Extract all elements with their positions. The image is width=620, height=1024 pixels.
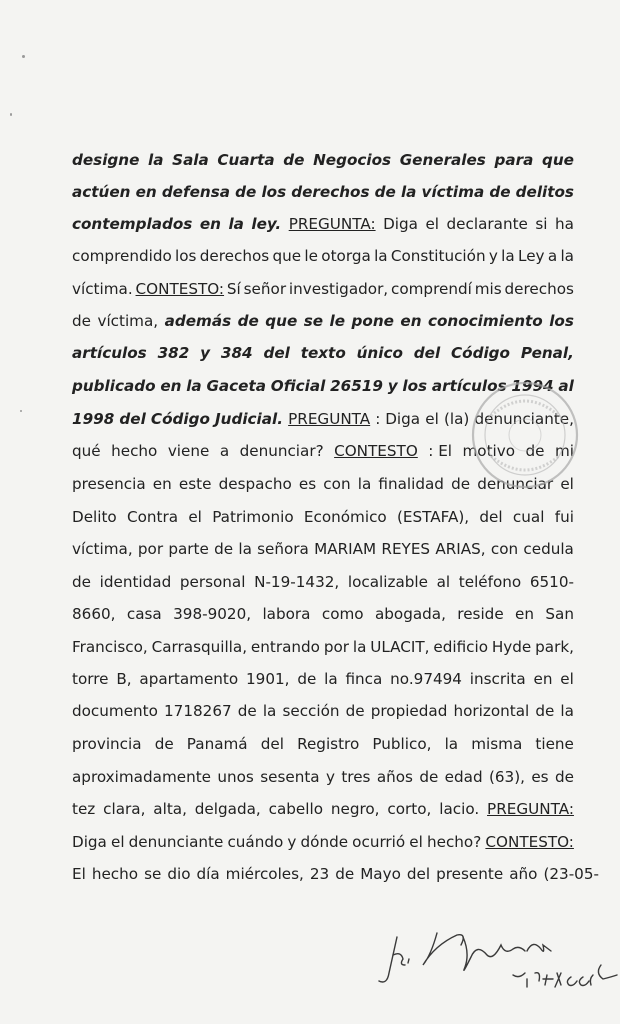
official-seal-stamp	[466, 376, 584, 494]
word: ley.	[251, 215, 282, 233]
word: en	[160, 377, 182, 395]
word: que	[272, 247, 302, 265]
word: de	[335, 865, 355, 883]
word: PREGUNTA:	[487, 800, 574, 818]
word: ARIAS,	[435, 540, 486, 558]
word: identidad	[99, 573, 172, 591]
word: denunciar	[477, 475, 554, 493]
word: Panamá	[186, 735, 248, 753]
word: de	[283, 151, 305, 169]
word: de	[374, 183, 396, 201]
word: propiedad	[370, 702, 448, 720]
word: 398-9020,	[173, 605, 252, 623]
text-line	[72, 150, 574, 170]
word: con	[323, 475, 351, 493]
word: dio	[167, 865, 191, 883]
word: no.97494	[390, 670, 462, 688]
word: la	[238, 540, 252, 558]
word: mi	[554, 442, 574, 460]
word: la	[324, 670, 338, 688]
word: 1994	[511, 377, 554, 395]
word: cual	[512, 508, 545, 526]
word: presente	[436, 865, 504, 883]
word: la	[501, 247, 515, 265]
word: San	[545, 605, 574, 623]
word: parte	[168, 540, 209, 558]
word: este	[178, 475, 212, 493]
word: (ESTAFA),	[397, 508, 470, 526]
word: localizable	[347, 573, 428, 591]
word: y	[287, 833, 297, 851]
word: Sí	[226, 280, 241, 298]
word: tez	[72, 800, 96, 818]
word: aproximadamente	[72, 768, 212, 786]
word: de	[237, 312, 259, 330]
word: pone	[351, 312, 394, 330]
word: labora	[262, 605, 311, 623]
word: del	[119, 410, 146, 428]
word: PREGUNTA:	[288, 215, 376, 233]
word: entrando	[250, 638, 320, 656]
word: de	[154, 735, 174, 753]
word: derechos	[504, 280, 574, 298]
word: reside	[457, 605, 504, 623]
word: abogada,	[374, 605, 446, 623]
word: por	[323, 638, 349, 656]
word: años	[376, 768, 413, 786]
word: Francisco,	[72, 638, 148, 656]
word: de	[535, 702, 555, 720]
word: y	[325, 768, 335, 786]
word: : Diga	[375, 410, 421, 428]
word: cabello	[268, 800, 323, 818]
text-line	[72, 701, 574, 721]
word: B,	[116, 670, 132, 688]
word: los	[549, 312, 574, 330]
word: víctima	[421, 183, 485, 201]
word: Mayo	[360, 865, 401, 883]
word: se	[303, 312, 324, 330]
word: Negocios	[313, 151, 392, 169]
word: Judicial.	[215, 410, 283, 428]
word: la	[400, 183, 417, 201]
word: que	[265, 312, 298, 330]
word: la	[444, 735, 459, 753]
word: le	[304, 247, 318, 265]
word: inscrita	[469, 670, 526, 688]
word: la	[560, 702, 574, 720]
word: El	[72, 865, 86, 883]
word: casa	[126, 605, 162, 623]
word: si	[535, 215, 548, 233]
word: unos	[217, 768, 254, 786]
word: (la)	[443, 410, 470, 428]
word: (23-05-	[543, 865, 599, 883]
word: artículos	[431, 377, 507, 395]
word: 384	[220, 344, 253, 362]
word: despacho	[218, 475, 292, 493]
word: declarante	[446, 215, 528, 233]
word: CONTESTO:	[135, 280, 225, 298]
word: los	[402, 377, 428, 395]
text-line	[72, 279, 574, 299]
word: edad	[444, 768, 483, 786]
word: Penal,	[520, 344, 574, 362]
word: del	[406, 865, 431, 883]
text-line	[72, 182, 574, 202]
word: teléfono	[458, 573, 522, 591]
word: qué	[72, 442, 101, 460]
word: y	[387, 377, 398, 395]
word: Cuarta	[217, 151, 275, 169]
word: MARIAM	[314, 540, 377, 558]
word: Patrimonio	[212, 508, 294, 526]
text-line	[72, 246, 574, 266]
word: Económico	[303, 508, 387, 526]
word: el	[110, 833, 125, 851]
word: hecho?	[426, 833, 482, 851]
text-line	[72, 311, 574, 331]
word: cedula	[523, 540, 574, 558]
word: la	[228, 215, 244, 233]
word: comprendido	[72, 247, 172, 265]
word: torre	[72, 670, 109, 688]
word: 6510-	[529, 573, 574, 591]
word: delgada,	[194, 800, 261, 818]
text-line	[72, 767, 574, 787]
word: de	[237, 702, 257, 720]
word: en	[135, 183, 157, 201]
word: designe	[72, 151, 140, 169]
word: cuándo	[227, 833, 284, 851]
word: de	[419, 768, 439, 786]
word: la	[262, 702, 277, 720]
word: como	[321, 605, 364, 623]
word: de	[451, 475, 471, 493]
word: alta,	[153, 800, 187, 818]
word: la	[352, 638, 367, 656]
word: sección	[282, 702, 340, 720]
word: de	[235, 183, 257, 201]
word: edificio	[433, 638, 488, 656]
text-line	[72, 343, 574, 363]
word: en	[533, 670, 553, 688]
word: los	[175, 247, 197, 265]
word: finca	[345, 670, 383, 688]
word: Ley	[518, 247, 545, 265]
word: del	[479, 508, 503, 526]
word: y	[488, 247, 498, 265]
word: artículos	[72, 344, 147, 362]
word: por	[137, 540, 164, 558]
word: hecho	[91, 865, 139, 883]
word: comprendí	[391, 280, 472, 298]
word: la	[560, 247, 574, 265]
text-line	[72, 539, 574, 559]
word: Sala	[172, 151, 209, 169]
word: es	[298, 475, 317, 493]
word: Registro	[297, 735, 360, 753]
word: denunciante	[128, 833, 224, 851]
word: Generales	[399, 151, 486, 169]
word: 1901,	[246, 670, 290, 688]
word: de	[345, 702, 365, 720]
word: le	[329, 312, 346, 330]
text-line	[72, 832, 574, 852]
word: la	[357, 475, 372, 493]
word: : El	[428, 442, 453, 460]
word: park,	[535, 638, 574, 656]
word: motivo	[462, 442, 516, 460]
word: Hyde	[491, 638, 532, 656]
word: horizontal	[453, 702, 530, 720]
word: Código	[150, 410, 210, 428]
word: otorga	[321, 247, 371, 265]
word: presencia	[72, 475, 146, 493]
word: CONTESTO	[334, 442, 418, 460]
word: y	[200, 344, 211, 362]
word: víctima,	[97, 312, 159, 330]
word: delitos	[515, 183, 574, 201]
text-line	[72, 604, 574, 624]
word: 382	[157, 344, 190, 362]
word: sesenta	[260, 768, 320, 786]
text-line	[72, 669, 574, 689]
word: miércoles,	[225, 865, 304, 883]
word: (63),	[488, 768, 525, 786]
word: único	[356, 344, 403, 362]
word: Contra	[127, 508, 179, 526]
word: de	[489, 183, 511, 201]
word: PREGUNTA	[288, 410, 371, 428]
text-line	[72, 507, 574, 527]
word: Código	[451, 344, 510, 362]
word: negro,	[330, 800, 380, 818]
text-line	[72, 637, 574, 657]
word: Diga	[72, 833, 107, 851]
word: señora	[257, 540, 309, 558]
word: el	[425, 215, 440, 233]
word: de	[554, 768, 574, 786]
word: víctima.	[72, 280, 133, 298]
word: N-19-1432,	[254, 573, 340, 591]
word: Gaceta	[206, 377, 266, 395]
word: a	[547, 247, 558, 265]
word: de	[72, 312, 91, 330]
scan-speck	[20, 410, 22, 412]
word: clara,	[103, 800, 146, 818]
word: al	[558, 377, 574, 395]
word: publicado	[72, 377, 156, 395]
word: los	[261, 183, 287, 201]
word: el	[560, 475, 574, 493]
word: REYES	[381, 540, 431, 558]
word: señor	[243, 280, 287, 298]
word: del	[413, 344, 441, 362]
word: el	[560, 670, 574, 688]
word: mis	[474, 280, 502, 298]
word: además	[164, 312, 232, 330]
word: es	[531, 768, 549, 786]
handwritten-signature	[375, 915, 620, 995]
word: de	[525, 442, 545, 460]
word: año	[509, 865, 538, 883]
word: actúen	[72, 183, 131, 201]
text-line	[72, 864, 599, 884]
word: 26519	[330, 377, 383, 395]
word: el	[409, 833, 423, 851]
word: CONTESTO:	[485, 833, 574, 851]
word: de	[72, 573, 91, 591]
text-line	[72, 799, 574, 819]
word: documento	[72, 702, 158, 720]
word: Delito	[72, 508, 117, 526]
word: la	[186, 377, 202, 395]
word: para	[494, 151, 534, 169]
word: provincia	[72, 735, 142, 753]
word: Oficial	[270, 377, 326, 395]
word: la	[374, 247, 388, 265]
word: Publico,	[372, 735, 432, 753]
word: Carrasquilla,	[151, 638, 248, 656]
word: contemplados	[72, 215, 193, 233]
word: texto	[300, 344, 346, 362]
scan-speck	[22, 55, 25, 58]
word: 8660,	[72, 605, 116, 623]
word: 1998	[72, 410, 115, 428]
word: día	[196, 865, 220, 883]
word: tres	[341, 768, 371, 786]
word: defensa	[161, 183, 230, 201]
word: investigador,	[288, 280, 389, 298]
word: Diga	[383, 215, 418, 233]
word: finalidad	[378, 475, 444, 493]
word: 23	[309, 865, 330, 883]
word: personal	[179, 573, 246, 591]
word: viene	[167, 442, 210, 460]
word: en	[152, 475, 172, 493]
word: derechos	[199, 247, 270, 265]
word: misma	[471, 735, 523, 753]
word: se	[144, 865, 162, 883]
word: lacio.	[439, 800, 480, 818]
word: a	[219, 442, 230, 460]
text-line	[72, 214, 574, 234]
word: dónde	[300, 833, 349, 851]
word: al	[436, 573, 451, 591]
word: denunciar?	[239, 442, 324, 460]
text-line	[72, 734, 574, 754]
word: del	[263, 344, 290, 362]
word: Constitución	[390, 247, 486, 265]
word: el	[425, 410, 439, 428]
word: tiene	[535, 735, 574, 753]
word: la	[148, 151, 164, 169]
word: 1718267	[164, 702, 232, 720]
word: del	[260, 735, 284, 753]
word: corto,	[387, 800, 432, 818]
word: el	[188, 508, 202, 526]
word: ha	[555, 215, 574, 233]
word: en	[400, 312, 422, 330]
text-line	[72, 572, 574, 592]
word: en	[515, 605, 535, 623]
word: ULACIT,	[370, 638, 430, 656]
word: derechos	[291, 183, 370, 201]
word: hecho	[111, 442, 158, 460]
word: apartamento	[139, 670, 239, 688]
word: que	[541, 151, 574, 169]
word: con	[490, 540, 519, 558]
word: víctima,	[72, 540, 133, 558]
word: de	[214, 540, 234, 558]
word: de	[297, 670, 317, 688]
word: denunciante,	[474, 410, 574, 428]
scan-speck	[10, 113, 12, 116]
word: conocimiento	[428, 312, 543, 330]
word: fui	[554, 508, 574, 526]
word: ocurrió	[352, 833, 406, 851]
word: en	[199, 215, 221, 233]
